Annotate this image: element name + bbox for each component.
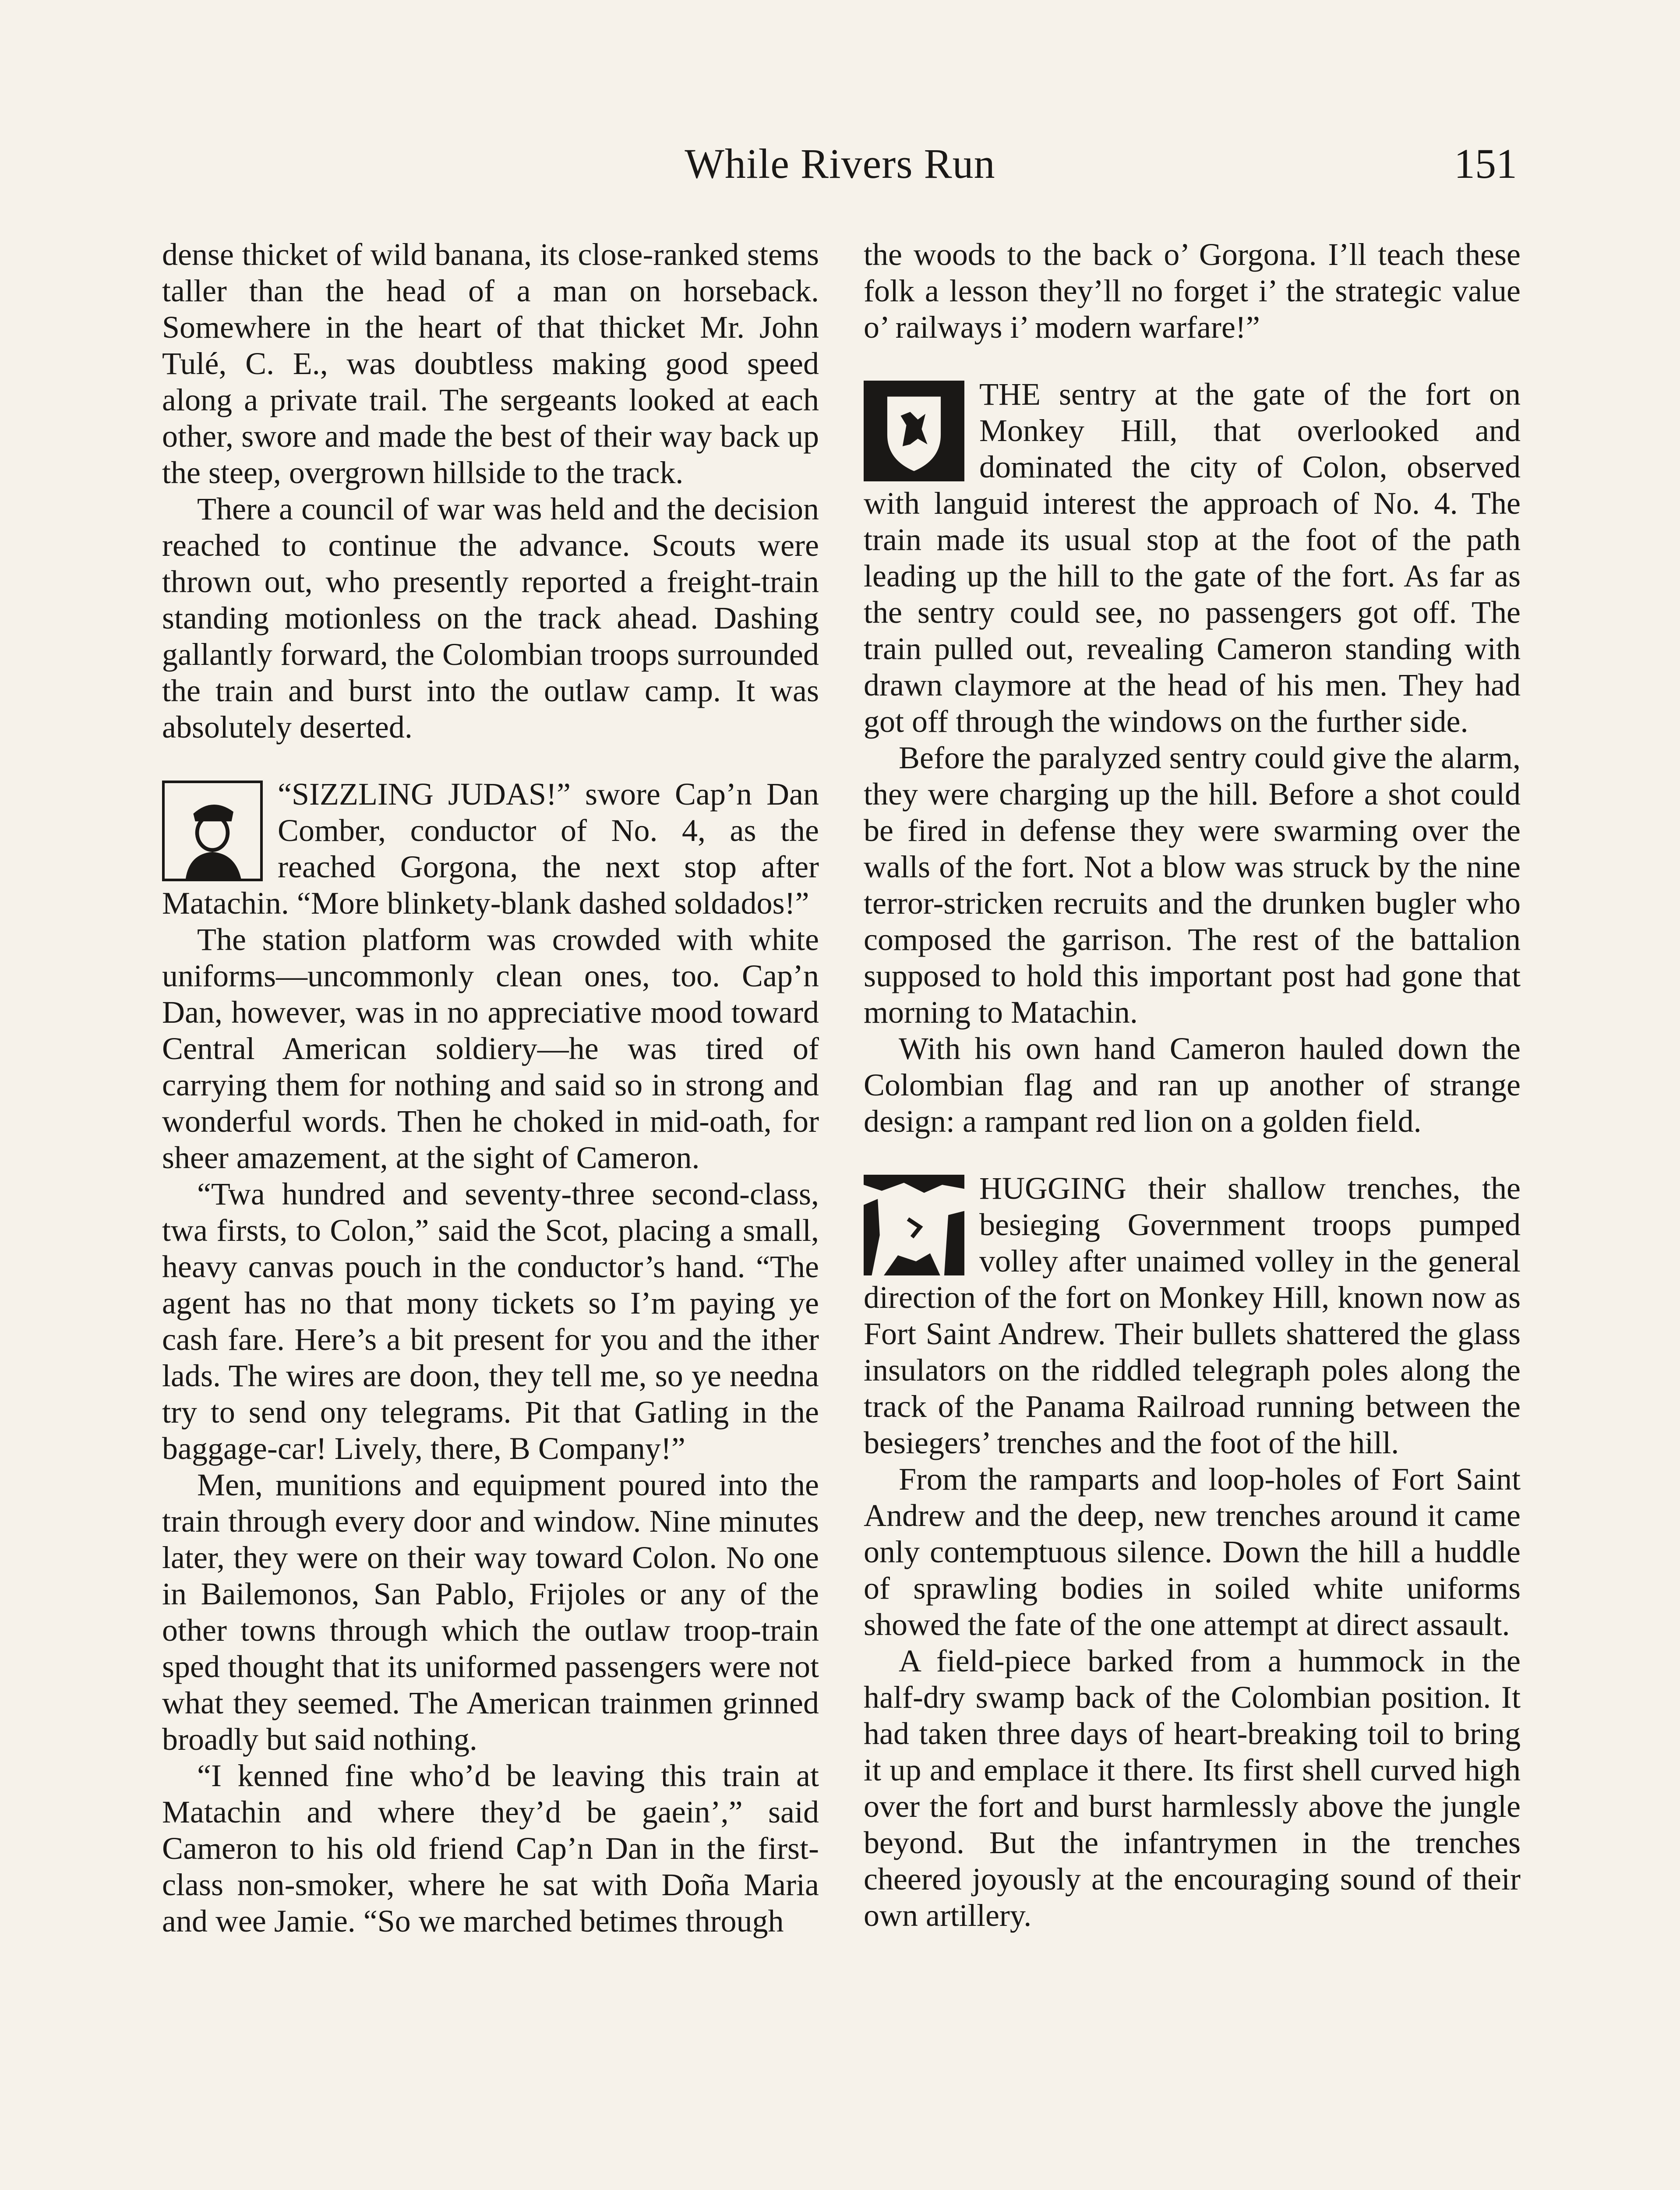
paragraph: THE sentry at the gate of the fort on Monkey Hill, that overlooked and dominated the city of Colon, observed with languid interest the approach of No. 4. The train made its usual stop at the foot of the path leading up the hill to the gate of the fort. As far as the sentry could see, no passengers got off. The train pulled out, revealing Cameron standing with drawn claymore at the head of his men. They had got off through the windows on the further side. [864, 377, 1521, 739]
left-column [162, 237, 819, 1939]
right-column [864, 237, 1521, 1934]
paragraph: “SIZZLING JUDAS!” swore Cap’n Dan Comber, conductor of No. 4, as the reached Gorgona, the next stop after Matachin. “More blinkety-blank dashed soldados!” [162, 777, 819, 921]
trench-scene-icon [864, 1175, 964, 1275]
paragraph: There a council of war was held and the decision reached to continue the advance. Scouts were thrown out, who presently reported a freight-train standing motionless on the track ahead. Dashing gallantly forward, the Colombian troops surrounded the train and burst into the outlaw camp. It was absolutely deserted. [162, 491, 819, 745]
section-conductor [162, 776, 819, 922]
paragraph: With his own hand Cameron hauled down the Colombian flag and ran up another of strange design: a rampant red lion on a golden field. [864, 1031, 1521, 1139]
lion-shield-icon [864, 381, 964, 481]
paragraph: the woods to the back o’ Gorgona. I’ll teach these folk a lesson they’ll no forget i’ the strategic value o’ railways i’ modern warfare!” [864, 237, 1521, 345]
paragraph: Men, munitions and equipment poured into the train through every door and window. Nine minutes later, they were on their way toward Colon. No one in Bailemonos, San Pablo, Frijoles or any of the other towns through which the outlaw troop-train sped thought that its uniformed passengers were not what they seemed. The American trainmen grinned broadly but said nothing. [162, 1467, 819, 1757]
paragraph: A field-piece barked from a hummock in the half-dry swamp back of the Colombian position. It had taken three days of heart-breaking toil to bring it up and emplace it there. Its first shell curved high over the fort and burst harmlessly above the jungle beyond. But the infantrymen in the trenches cheered joyously at the encouraging sound of their own artillery. [864, 1643, 1521, 1933]
conductor-portrait-icon [162, 781, 263, 881]
paragraph: HUGGING their shallow trenches, the besieging Government troops pumped volley after unaimed volley in the general direction of the fort on Monkey Hill, known now as Fort Saint Andrew. Their bullets shattered the glass insulators on the riddled telegraph poles along the track of the Panama Railroad running between the besiegers’ trenches and the foot of the hill. [864, 1171, 1521, 1460]
page-number: 151 [1454, 140, 1517, 187]
paragraph: dense thicket of wild banana, its close-ranked stems taller than the head of a man on horseback. Somewhere in the heart of that thicket Mr. John Tulé, C. E., was doubtless making good speed along a private trail. The sergeants looked at each other, swore and made the best of their way back up the steep, overgrown hillside to the track. [162, 237, 819, 490]
paragraph: The station platform was crowded with white uniforms—uncommonly clean ones, too. Cap’n Dan, however, was in no appreciative mood toward Central American soldiery—he was tired of carrying them for nothing and said so in strong and wonderful words. Then he choked in mid-oath, for sheer amazement, at the sight of Cameron. [162, 922, 819, 1175]
section-trenches [864, 1170, 1521, 1461]
section-sentry [864, 376, 1521, 740]
paragraph: “Twa hundred and seventy-three second-class, twa firsts, to Colon,” said the Scot, placing a small, heavy canvas pouch in the conductor’s hand. “The agent has no that mony tickets so I’m paying ye cash fare. Here’s a bit present for you and the ither lads. The wires are doon, they tell me, so ye needna try to send ony telegrams. Pit that Gatling in the baggage-car! Lively, there, B Company!” [162, 1176, 819, 1466]
running-head: While Rivers Run [685, 140, 995, 187]
paragraph: “I kenned fine who’d be leaving this train at Matachin and where they’d be gaein’,” said Cameron to his old friend Cap’n Dan in the first-class non-smoker, where he sat with Doña Maria and wee Jamie. “So we marched betimes through [162, 1758, 819, 1939]
paragraph: From the ramparts and loop-holes of Fort Saint Andrew and the deep, new trenches around it came only contemptuous silence. Down the hill a huddle of sprawling bodies in soiled white uniforms showed the fate of the one attempt at direct assault. [864, 1462, 1521, 1642]
paragraph: Before the paralyzed sentry could give the alarm, they were charging up the hill. Before a shot could be fired in defense they were swarming over the walls of the fort. Not a blow was struck by the nine terror-stricken recruits and the drunken bugler who composed the garrison. The rest of the battalion supposed to hold this important post had gone that morning to Matachin. [864, 740, 1521, 1030]
